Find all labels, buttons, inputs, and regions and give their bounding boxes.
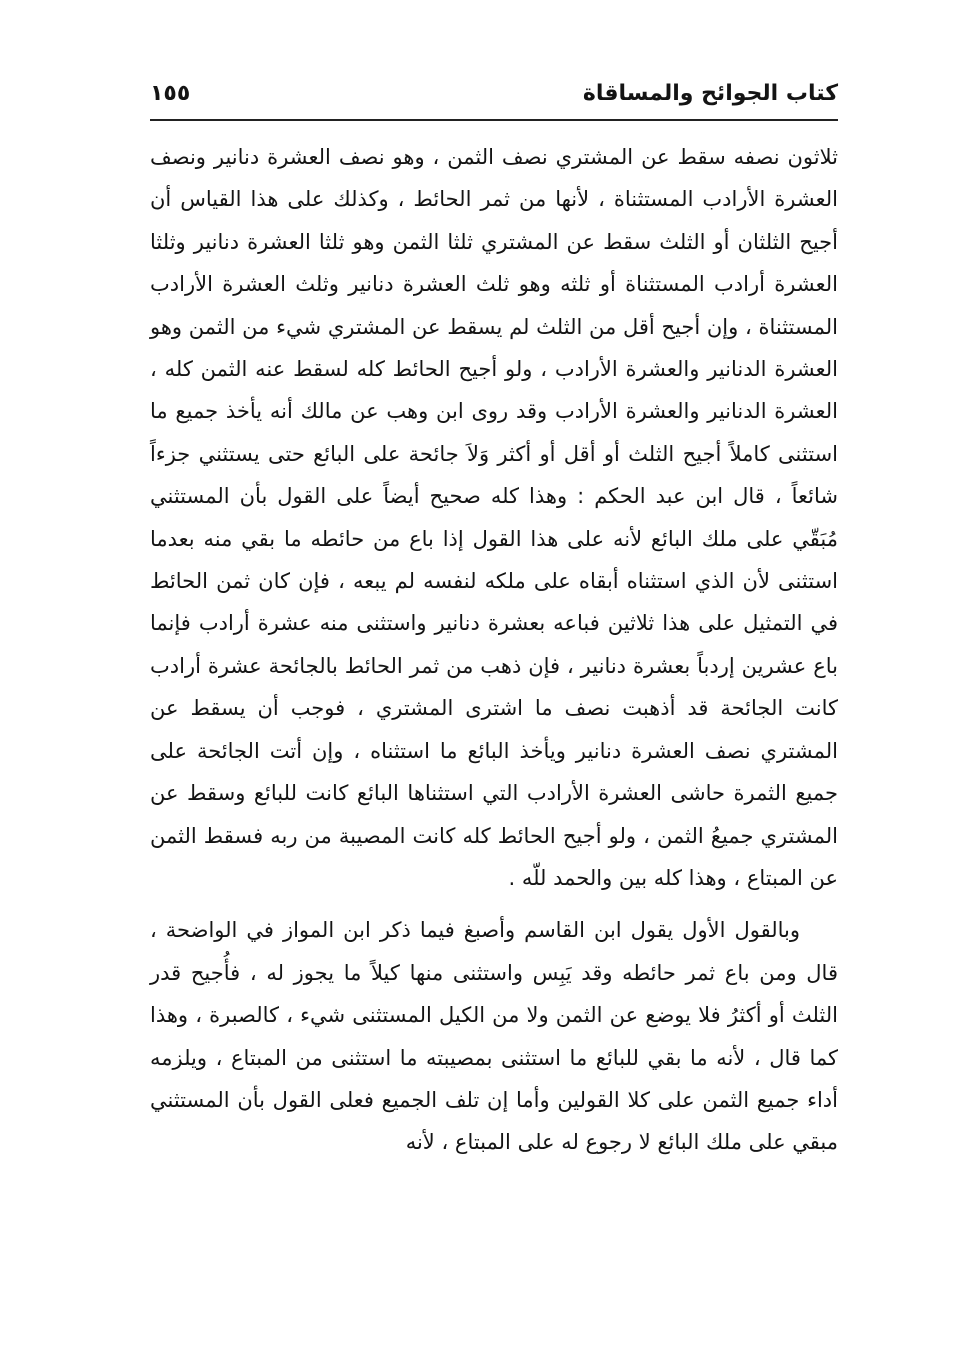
- main-text: [150, 136, 838, 1164]
- running-title: كتاب الجوائح والمساقاة: [582, 81, 838, 106]
- header-divider: [150, 119, 838, 121]
- paragraph-2-text: وبالقول الأول يقول ابن القاسم وأصبغ فيما ذكر ابن المواز في الواضحة ، قال ومن باع ثمر حائطه وقد يَبِس واستثنى منها كيلاً ما يجوز له ، فأُجيح قدر الثلث أو أكثرُ فلا يوضع عن الثمن ولا من الكيل المستثنى شيء ، كالصبرة ، وهذا كما قال ، لأنه ما بقي للبائع ما استثنى بمصيبته ما استثنى من المبتاع ، ويلزمه أداء جميع الثمن على كلا القولين وأما إن تلف الجميع فعلى القول بأن المستثني مبقي على ملك البائع لا رجوع له على المبتاع ، لأنه: [150, 918, 838, 1155]
- paragraph-2: [150, 909, 838, 1163]
- page-number: ١٥٥: [150, 81, 191, 106]
- page-header: [150, 78, 838, 118]
- paragraph-1: ثلاثون نصفه سقط عن المشتري نصف الثمن ، وهو نصف العشرة دنانير ونصف العشرة الأرادب المستثناة ، لأنها من ثمر الحائط ، وكذلك على هذا القياس أن أجيح الثلثان أو الثلث سقط عن المشتري ثلثا الثمن وهو ثلثا العشرة دنانير وثلثا العشرة أرادب المستثناة أو ثلثه وهو ثلث العشرة دنانير وثلث العشرة الأرادب المستثناة ، وإن أجيح أقل من الثلث لم يسقط عن المشتري شيء من الثمن وهو العشرة الدنانير والعشرة الأرادب ، ولو أجيح الحائط كله لسقط عنه الثمن كله ، العشرة الدنانير والعشرة الأرادب وقد روى ابن وهب عن مالك أنه يأخذ جميع ما استثنى كاملاً أجيح الثلث أو أقل أو أكثر وَلاَ جائحة على البائع حتى يستثني جزءاً شائعاً ، قال ابن عبد الحكم : وهذا كله صحيح أيضاً على القول بأن المستثني مُبَقّي على ملك البائع لأنه على هذا القول إذا باع من حائطه ما بقي منه بعدما استثنى لأن الذي استثناه أبقاه على ملكه لنفسه لم يبعه ، فإن كان ثمن الحائط في التمثيل على هذا ثلاثين فباعه بعشرة دنانير واستثنى منه عشرة أرادب فإنما باع عشرين إردباً بعشرة دنانير ، فإن ذهب من ثمر الحائط بالجائحة عشرة أرادب كانت الجائحة قد أذهبت نصف ما اشترى المشتري ، فوجب أن يسقط عن المشتري نصف العشرة دنانير ويأخذ البائع ما استثناه ، وإن أتت الجائحة على جميع الثمرة حاشى العشرة الأرادب التي استثناها البائع كانت للبائع وسقط عن المشتري جميعُ الثمن ، ولو أجيح الحائط كله كانت المصيبة من ربه فسقط الثمن عن المبتاع ، وهذا كله بين والحمد للّه .: [150, 145, 838, 890]
